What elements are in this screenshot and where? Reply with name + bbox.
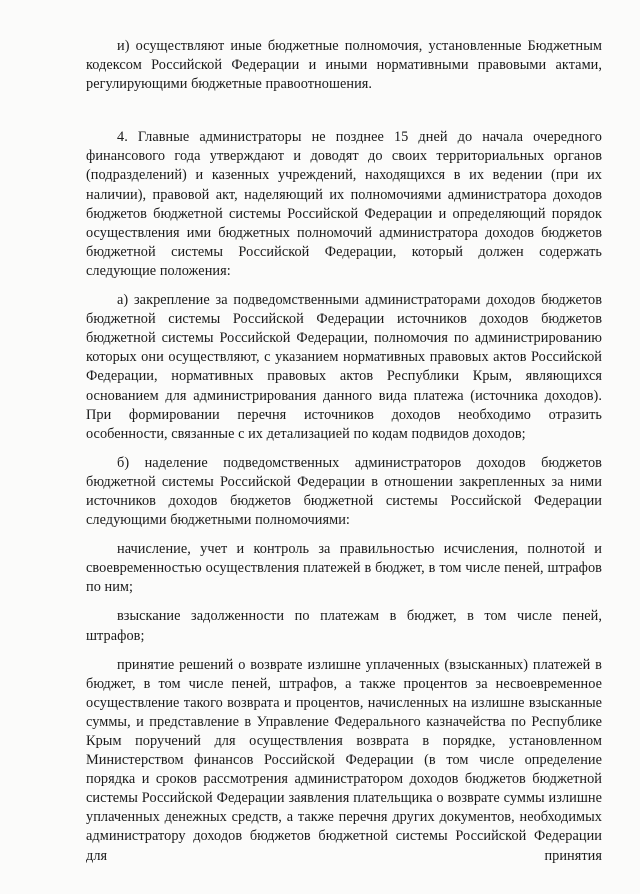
paragraph-4-chief-administrators: 4. Главные администраторы не позднее 15 дней до начала очередного финансового года утверждают и доводят до своих территориальных органов (подразделений) и казенных учреждений, находящихся в их ведении (при их наличии), правовой акт, наделяющий их полномочиями администратора доходов бюджетов бюджетной системы Российской Федерации и определяющий порядок осуществления ими бюджетных полномочий администратора доходов бюджетов бюджетной системы Российской Федерации, который должен содержать следующие положения: bbox=[86, 129, 602, 279]
paragraph-b-powers: б) наделение подведомственных администраторов доходов бюджетов бюджетной системы Российской Федерации в отношении закрепленных за ними источников доходов бюджетов бюджетной системы Российской Федерации следующими бюджетными полномочиями: bbox=[86, 454, 602, 529]
paragraph-debt-collection: взыскание задолженности по платежам в бюджет, в том числе пеней, штрафов; bbox=[86, 608, 602, 644]
paragraph-accrual: начисление, учет и контроль за правильностью исчисления, полнотой и своевременностью осуществления платежей в бюджет, в том числе пеней, штрафов по ним; bbox=[86, 541, 602, 596]
paragraph-a-assignment: а) закрепление за подведомственными администраторами доходов бюджетов бюджетной системы Российской Федерации источников доходов бюджетов бюджетной системы Российской Федерации, полномочия по администрированию которых они осуществляют, с указанием нормативных правовых актов Российской Федерации, нормативных правовых актов Республики Крым, являющихся основанием для администрирования данного вида платежа (источника доходов). При формировании перечня источников доходов необходимо отразить особенности, связанные с их детализацией по кодам подвидов доходов; bbox=[86, 292, 602, 442]
paragraph-refund-decisions: принятие решений о возврате излишне уплаченных (взысканных) платежей в бюджет, в том числе пеней, штрафов, а также процентов за несвоевременное осуществление такого возврата и процентов, начисленных на излишне взысканные суммы, и представление в Управление Федерального казначейства по Республике Крым поручений для осуществления возврата в порядке, установленном Министерством финансов Российской Федерации (в том числе определение порядка и сроков рассмотрения администратором доходов бюджетов бюджетной системы Российской Федерации заявления плательщика о возврате суммы излишне уплаченных денежных средств, а также перечня других документов, необходимых администратору доходов бюджетов бюджетной системы Российской Федерации для принятия bbox=[86, 656, 602, 864]
paragraph-i-budget-powers: и) осуществляют иные бюджетные полномочия, установленные Бюджетным кодексом Российской Федерации и иными нормативными правовыми актами, регулирующими бюджетные правоотношения. bbox=[86, 38, 602, 93]
